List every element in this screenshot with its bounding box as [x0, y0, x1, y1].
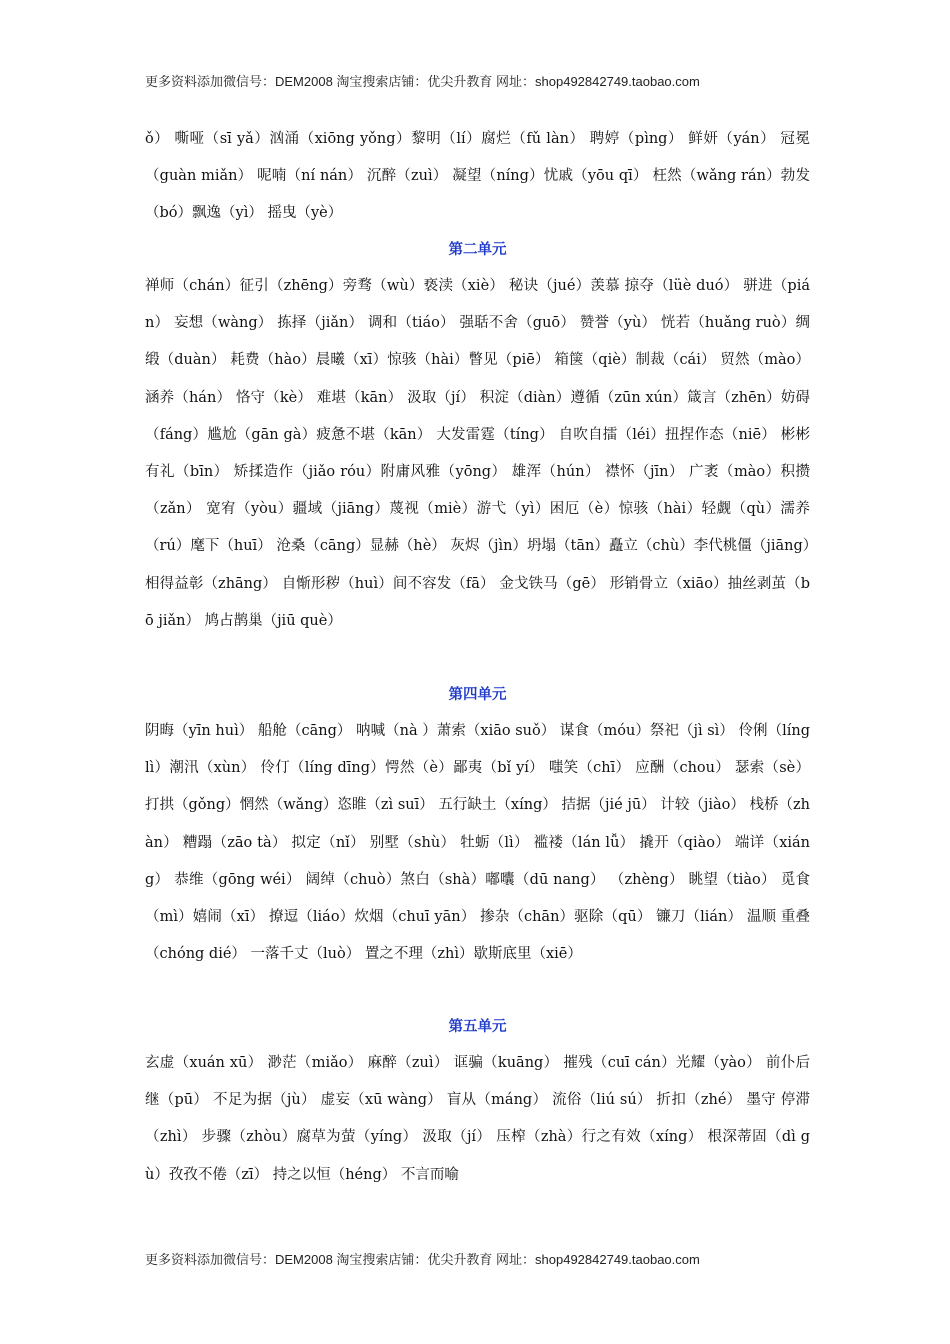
unit-2-heading: 第二单元	[448, 242, 507, 258]
unit-4-heading: 第四单元	[448, 687, 507, 703]
vocab-block-unit-4: 阴晦（yīn huì） 船舱（cāng） 呐喊（nà ）萧索（xiāo suǒ） 谋食（móu）祭祀（jì sì） 伶俐（líng lì）潮汛（xùn） 伶仃（líng dīng）愕然（è）鄙夷（bǐ yí） 嗤笑（chī） 应酬（chou） 瑟索（sè） 打拱（gǒng）惘然（wǎng）恣睢（zì suī） 五行缺土（xíng） 拮据（jié jū） 计较（jiào） 栈桥（zhàn） 糟蹋（zāo tà） 拟定（nǐ） 别墅（shù） 牡蛎（lì） 褴褛（lán lǚ） 撬开（qiào） 端详（xiáng） 恭维（gōng wéi） 阔绰（chuò）煞白（shà）嘟囔（dū nang） （zhèng） 眺望（tiào） 觅食（mì）嬉闹（xī） 撩逗（liáo）炊烟（chuī yān） 掺杂（chān）驱除（qū） 镰刀（lián） 温顺 重叠（chóng dié） 一落千丈（luò） 置之不理（zhì）歇斯底里（xiē）	[145, 723, 810, 963]
vocab-block-continued: ǒ） 嘶哑（sī yǎ）汹涌（xiōng yǒng）黎明（lí）腐烂（fǔ làn） 聘婷（pìng） 鲜妍（yán） 冠冕（guàn miǎn） 呢喃（ní nán） 沉醉（zuì） 凝望（níng）忧戚（yōu qī） 枉然（wǎng rán）勃发（bó）飘逸（yì） 摇曳（yè）	[145, 131, 810, 222]
vocab-block-unit-5: 玄虚（xuán xū） 渺茫（miǎo） 麻醉（zuì） 诓骗（kuāng） 摧残（cuī cán）光耀（yào） 前仆后继（pū） 不足为据（jù） 虚妄（xū wàng） 盲从（máng） 流俗（liú sú） 折扣（zhé） 墨守 停滞（zhì） 步骤（zhòu）腐草为萤（yíng） 汲取（jí） 压榨（zhà）行之有效（xíng） 根深蒂固（dì gù）孜孜不倦（zī） 持之以恒（héng） 不言而喻	[145, 1055, 810, 1183]
page-header: 更多资料添加微信号：DEM2008 淘宝搜索店铺：优尖升教育 网址：shop492842749.taobao.com	[145, 74, 700, 89]
unit-5-heading: 第五单元	[448, 1019, 507, 1035]
vocab-block-unit-2: 禅师（chán）征引（zhēng）旁骛（wù）亵渎（xiè） 秘诀（jué）羡慕 掠夺（lüè duó） 骈进（pián） 妄想（wàng） 拣择（jiǎn） 调和（tiáo） 强聒不舍（guō） 赞誉（yù） 恍若（huǎng ruò）绸缎（duàn） 耗费（hào）晨曦（xī）惊骇（hài）瞥见（piē） 箱箧（qiè）制裁（cái） 贸然（mào） 涵养（hán） 恪守（kè） 难堪（kān） 汲取（jí） 积淀（diàn）遵循（zūn xún）箴言（zhēn）妨碍（fáng）尴尬（gān gà）疲惫不堪（kān） 大发雷霆（tíng） 自吹自擂（léi）扭捏作态（niē） 彬彬有礼（bīn） 矫揉造作（jiǎo róu）附庸风雅（yōng） 雄浑（hún） 襟怀（jīn） 广袤（mào）积攒（zǎn） 宽宥（yòu）疆域（jiāng）蔑视（miè）游弋（yì）困厄（è）惊骇（hài）轻觑（qù）濡养（rú）麾下（huī） 沧桑（cāng）显赫（hè） 灰烬（jìn）坍塌（tān）矗立（chù）李代桃僵（jiāng）相得益彰（zhāng） 自惭形秽（huì）间不容发（fā） 金戈铁马（gē） 形销骨立（xiāo）抽丝剥茧（bō jiǎn） 鸠占鹊巢（jiū què）	[145, 278, 810, 629]
page-footer: 更多资料添加微信号：DEM2008 淘宝搜索店铺：优尖升教育 网址：shop492842749.taobao.com	[145, 1252, 700, 1267]
